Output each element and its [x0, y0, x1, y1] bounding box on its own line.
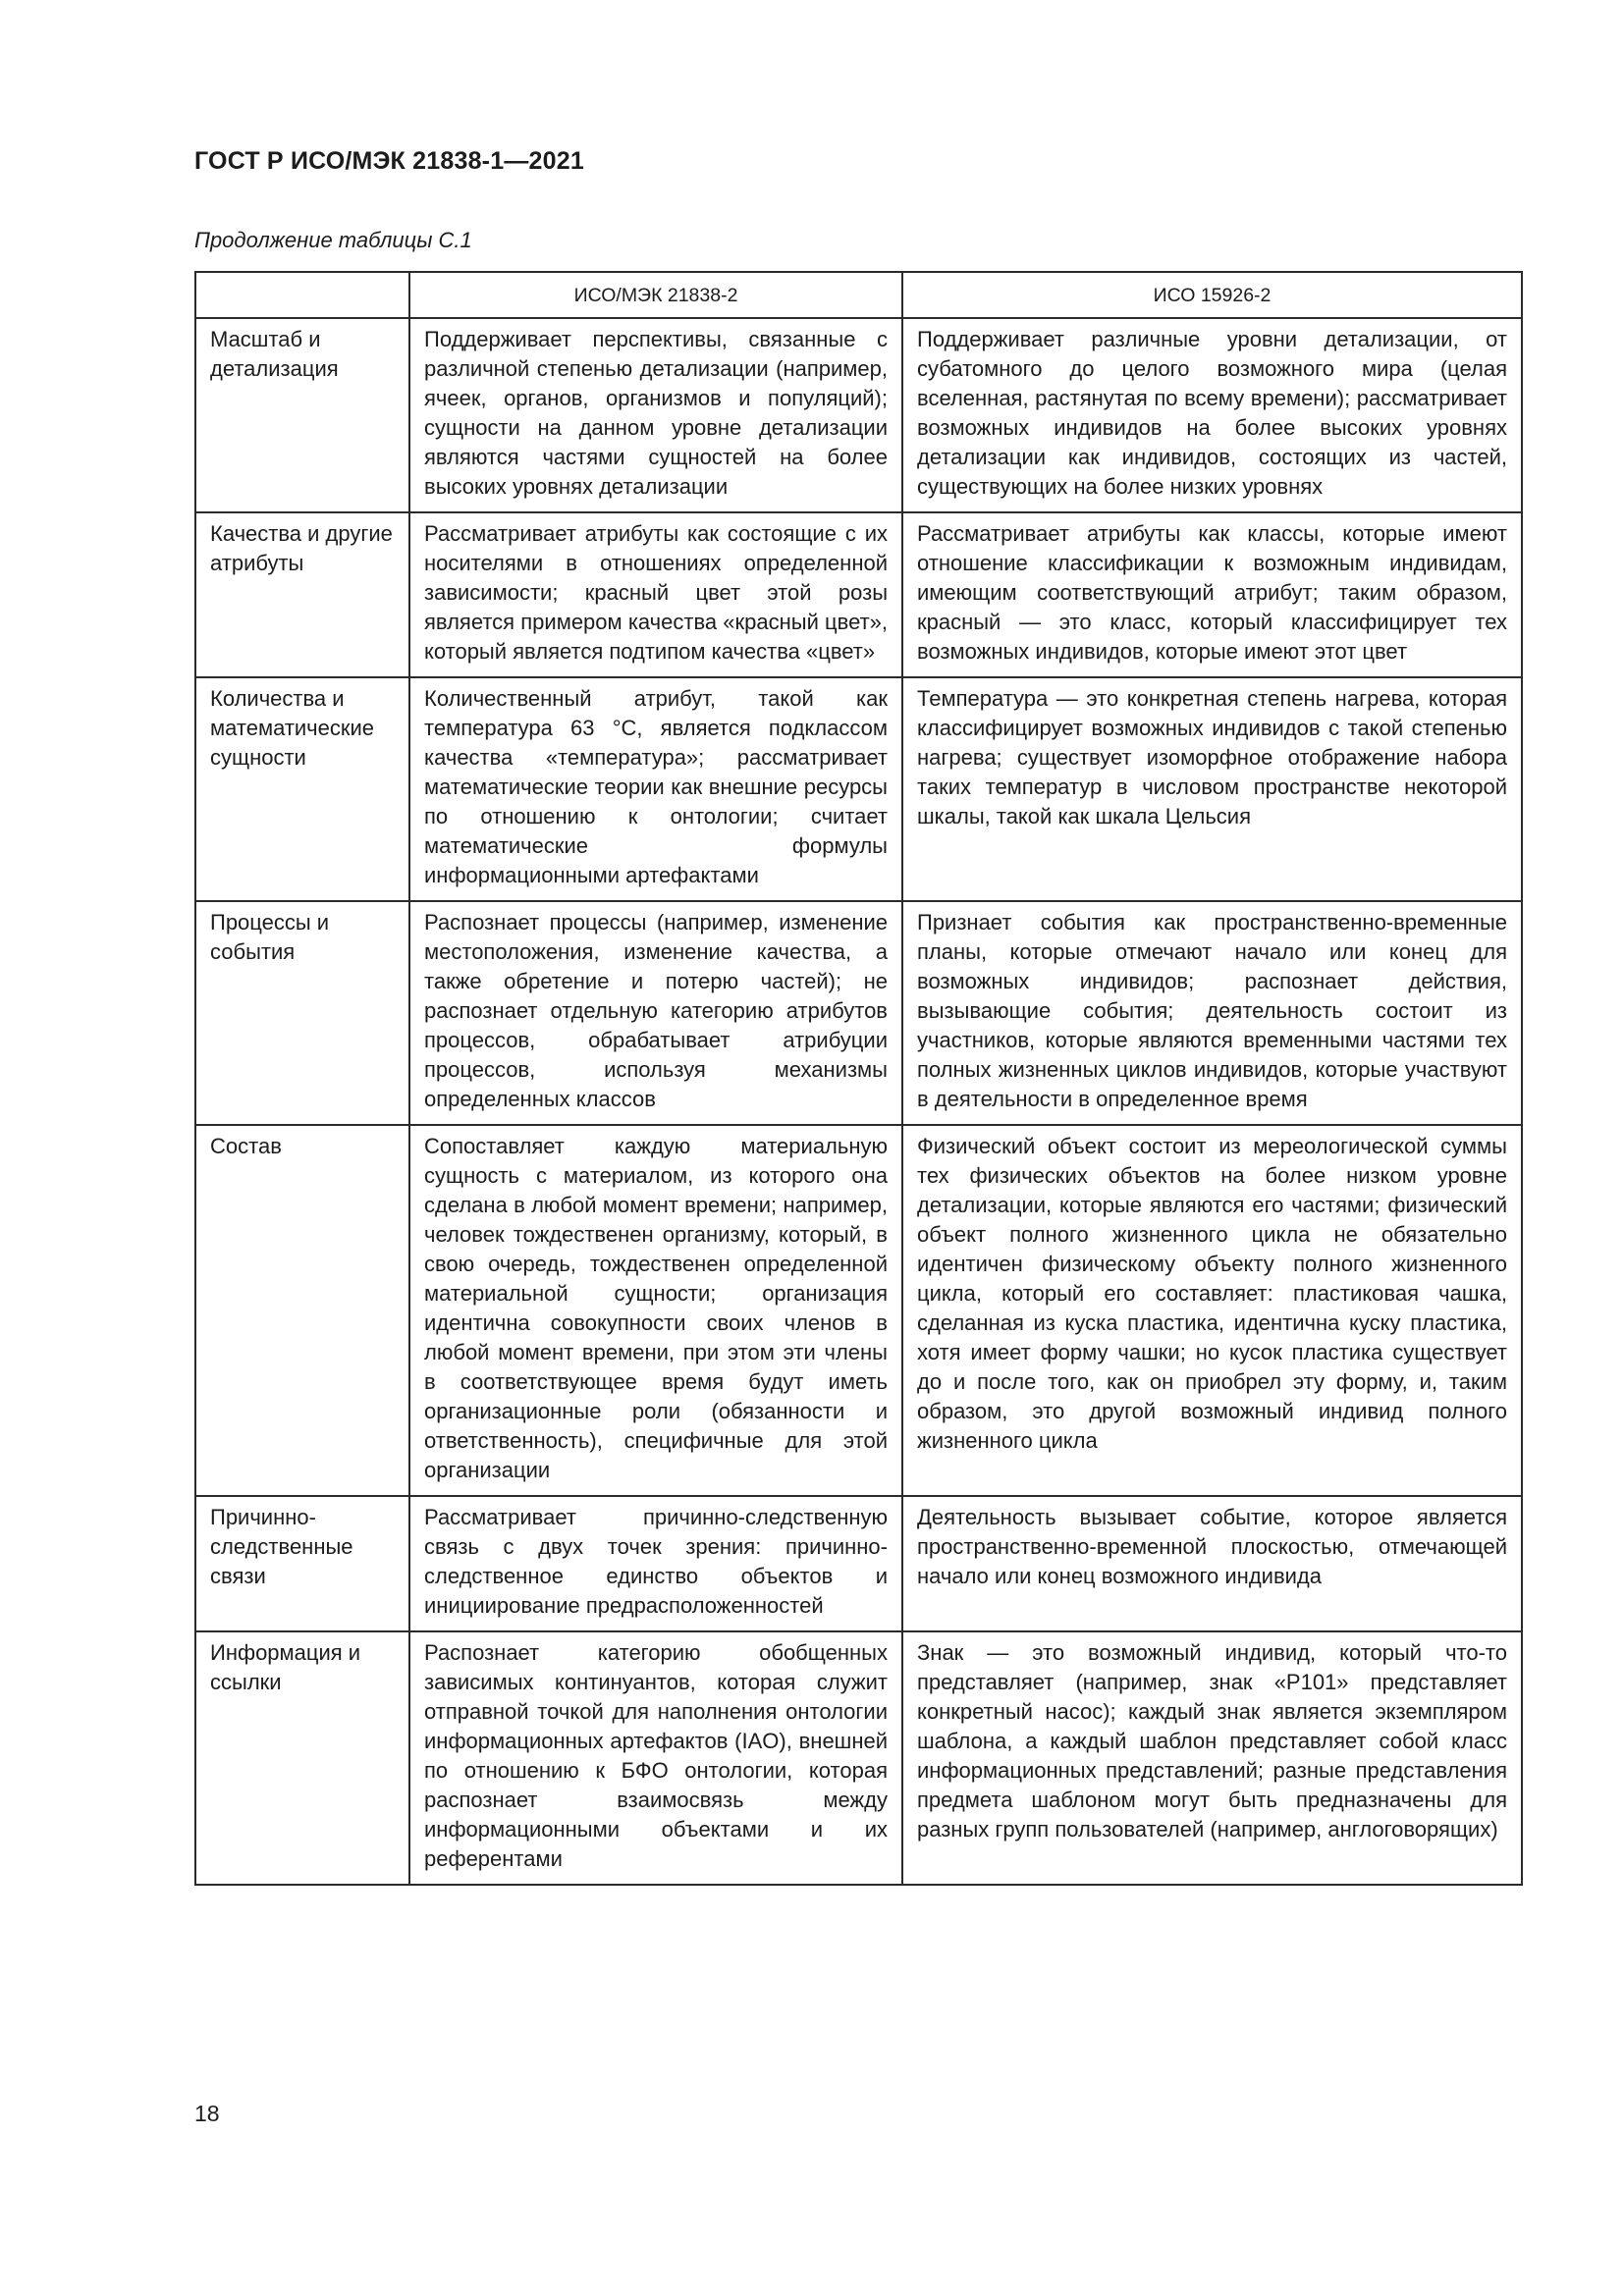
- cell-iso-21838-2: Поддерживает перспективы, связанные с различной степенью детализации (например, ячеек, органов, организмов и популяций); сущности на данном уровне детализации являются частями сущностей на более высоких уровнях детализации: [409, 318, 902, 512]
- page-number: 18: [194, 2101, 220, 2126]
- cell-iso-21838-2: Количественный атрибут, такой как температура 63 °С, является подклассом качества «температура»; рассматривает математические теории как внешние ресурсы по отношению к онтологии; считает математические формулы информационными артефактами: [409, 677, 902, 901]
- table-row: [195, 901, 1522, 1125]
- table-row: [195, 1125, 1522, 1496]
- row-topic: Масштаб и детализация: [195, 318, 409, 512]
- cell-iso-21838-2: Распознает категорию обобщенных зависимых континуантов, которая служит отправной точкой для наполнения онтологии информационных артефактов (IAO), внешней по отношению к БФО онтологии, которая распознает взаимосвязь между информационными объектами и их референтами: [409, 1631, 902, 1885]
- cell-iso-21838-2: Рассматривает причинно-следственную связь с двух точек зрения: причинно-следственное единство объектов и инициирование предрасположенностей: [409, 1496, 902, 1631]
- cell-iso-15926-2: Знак — это возможный индивид, который что-то представляет (например, знак «Р101» представляет конкретный насос); каждый знак является экземпляром шаблона, а каждый шаблон представляет собой класс информационных представлений; разные представления предмета шаблоном могут быть предназначены для разных групп пользователей (например, англоговорящих): [902, 1631, 1522, 1885]
- cell-iso-15926-2: Рассматривает атрибуты как классы, которые имеют отношение классификации к возможным индивидам, имеющим соответствующий атрибут; таким образом, красный — это класс, который классифицирует тех возможных индивидов, которые имеют этот цвет: [902, 512, 1522, 677]
- column-header-topic: [195, 272, 409, 318]
- column-header-iso-21838-2: ИСО/МЭК 21838-2: [409, 272, 902, 318]
- row-topic: Информация и ссылки: [195, 1631, 409, 1885]
- table-row: [195, 1496, 1522, 1631]
- row-topic: Качества и другие атрибуты: [195, 512, 409, 677]
- cell-iso-21838-2: Сопоставляет каждую материальную сущность с материалом, из которого она сделана в любой момент времени; например, человек тождественен организму, который, в свою очередь, тождественен определенной материальной сущности; организация идентична совокупности своих членов в любой момент времени, при этом эти члены в соответствующее время будут иметь организационные роли (обязанности и ответственность), специфичные для этой организации: [409, 1125, 902, 1496]
- row-topic: Состав: [195, 1125, 409, 1496]
- row-topic: Количества и математические сущности: [195, 677, 409, 901]
- comparison-table: [194, 271, 1523, 1886]
- table-row: [195, 318, 1522, 512]
- cell-iso-15926-2: Признает события как пространственно-временные планы, которые отмечают начало или конец для возможных индивидов; распознает действия, вызывающие события; деятельность состоит из участников, которые являются временными частями тех полных жизненных циклов индивидов, которые участвуют в деятельности в определенное время: [902, 901, 1522, 1125]
- table-row: [195, 512, 1522, 677]
- row-topic: Причинно-следственные связи: [195, 1496, 409, 1631]
- cell-iso-15926-2: Физический объект состоит из мереологической суммы тех физических объектов на более низком уровне детализации, которые являются его частями; физический объект полного жизненного цикла не обязательно идентичен физическому объекту полного жизненного цикла, который его составляет: пластиковая чашка, сделанная из куска пластика, идентична куску пластика, хотя имеет форму чашки; но кусок пластика существует до и после того, как он приобрел эту форму, и, таким образом, это другой возможный индивид полного жизненного цикла: [902, 1125, 1522, 1496]
- cell-iso-15926-2: Деятельность вызывает событие, которое является пространственно-временной плоскостью, отмечающей начало или конец возможного индивида: [902, 1496, 1522, 1631]
- row-topic: Процессы и события: [195, 901, 409, 1125]
- table-row: [195, 1631, 1522, 1885]
- cell-iso-21838-2: Рассматривает атрибуты как состоящие с их носителями в отношениях определенной зависимости; красный цвет этой розы является примером качества «красный цвет», который является подтипом качества «цвет»: [409, 512, 902, 677]
- document-title: ГОСТ Р ИСО/МЭК 21838-1—2021: [194, 147, 584, 175]
- cell-iso-15926-2: Поддерживает различные уровни детализации, от субатомного до целого возможного мира (целая вселенная, растянутая по всему времени); рассматривает возможных индивидов на более высоких уровнях детализации как индивидов, состоящих из частей, существующих на более низких уровнях: [902, 318, 1522, 512]
- table-header-row: [195, 272, 1522, 318]
- table-caption: Продолжение таблицы С.1: [194, 228, 472, 252]
- column-header-iso-15926-2: ИСО 15926-2: [902, 272, 1522, 318]
- cell-iso-21838-2: Распознает процессы (например, изменение местоположения, изменение качества, а также обретение и потерю частей); не распознает отдельную категорию атрибутов процессов, обрабатывает атрибуции процессов, используя механизмы определенных классов: [409, 901, 902, 1125]
- cell-iso-15926-2: Температура — это конкретная степень нагрева, которая классифицирует возможных индивидов с такой степенью нагрева; существует изоморфное отображение набора таких температур в числовом пространстве некоторой шкалы, такой как шкала Цельсия: [902, 677, 1522, 901]
- table-row: [195, 677, 1522, 901]
